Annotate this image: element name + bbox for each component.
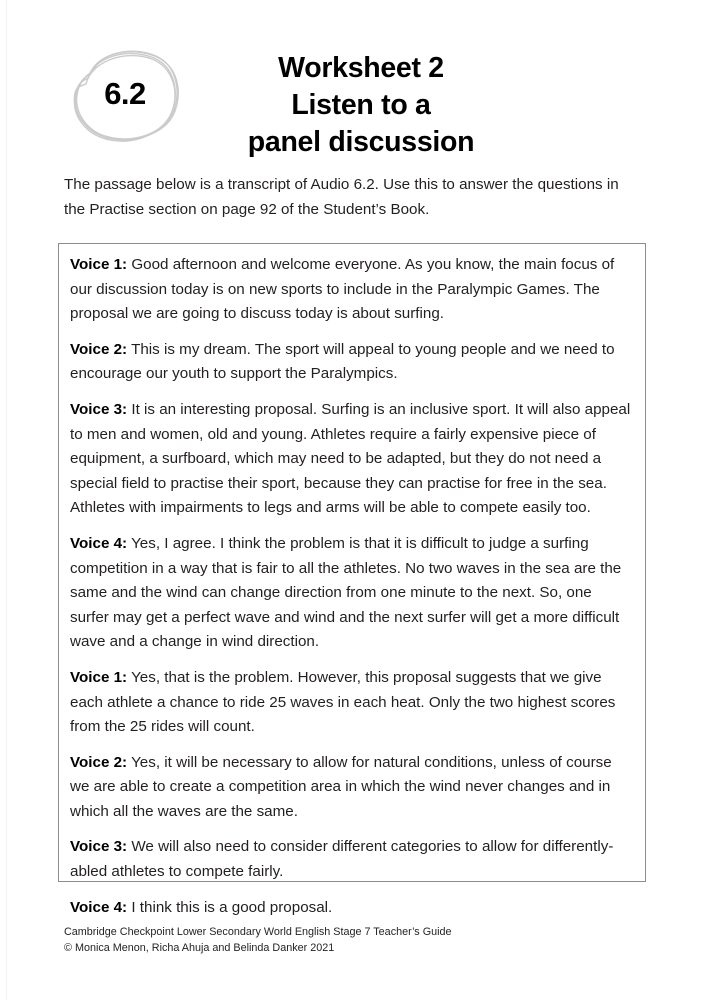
- transcript-entry: [70, 532, 634, 655]
- transcript-entry: [70, 338, 634, 387]
- speech-text: We will also need to consider different categories to allow for differently-abled athletes to compete fairly.: [70, 838, 614, 881]
- unit-number-label: 6.2: [104, 76, 146, 111]
- page-title-line-2: Listen to a: [291, 89, 431, 121]
- page-title-line-3: panel discussion: [247, 126, 475, 158]
- footer-copyright-line: © Monica Menon, Richa Ahuja and Belinda Danker 2021: [64, 941, 335, 954]
- page-title-line-1: Worksheet 2: [278, 52, 444, 84]
- page-footer: [64, 925, 624, 956]
- transcript-box: [58, 243, 646, 916]
- speaker-label: Voice 4:: [70, 898, 128, 916]
- unit-number-badge: [64, 38, 186, 150]
- transcript-entry: [70, 398, 634, 521]
- transcript-entry: [70, 835, 634, 884]
- transcript-entry: [70, 751, 634, 825]
- footer-source-line: Cambridge Checkpoint Lower Secondary World English Stage 7 Teacher’s Guide: [64, 926, 452, 938]
- speech-text: Yes, it will be necessary to allow for natural conditions, unless of course we are able to create a competition area in which the wind never changes and in which all the waves are the same.: [70, 753, 612, 820]
- page-header: [0, 32, 707, 172]
- page-title: [196, 50, 526, 161]
- speech-text: Good afternoon and welcome everyone. As you know, the main focus of our discussion today is on new sports to include in the Paralympic Games. The proposal we are going to discuss today is about surfing.: [70, 256, 615, 323]
- speaker-label: Voice 2:: [70, 340, 128, 358]
- speaker-label: Voice 3:: [70, 838, 128, 856]
- speaker-label: Voice 3:: [70, 400, 128, 418]
- speech-text: Yes, I agree. I think the problem is that it is difficult to judge a surfing competition in a way that is fair to all the athletes. No two waves in the sea are the same and the wind can change direction from one minute to the next. So, one surfer may get a perfect wave and wind and the next surfer will get a more difficult wave and a change in wind direction.: [70, 534, 622, 651]
- speech-text: Yes, that is the problem. However, this proposal suggests that we give each athlete a chance to ride 25 waves in each heat. Only the two highest scores from the 25 rides will count.: [70, 668, 616, 736]
- speech-text: I think this is a good proposal.: [127, 898, 333, 916]
- speech-text: It is an interesting proposal. Surfing is an inclusive sport. It will also appeal to men and women, old and young. Athletes require a fairly expensive piece of equipment, a surfboard, which may need to be adapted, but they do not need a special field to practise their sport, because they can practise for free in the sea. Athletes with impairments to legs and arms will be able to compete easily too.: [70, 400, 631, 517]
- speech-text: This is my dream. The sport will appeal to young people and we need to encourage our youth to support the Paralympics.: [70, 340, 615, 383]
- speaker-label: Voice 1:: [70, 668, 128, 686]
- speaker-label: Voice 4:: [70, 534, 128, 552]
- transcript-entry: [70, 896, 634, 921]
- transcript-entry: [70, 666, 634, 740]
- speaker-label: Voice 2:: [70, 753, 128, 771]
- transcript-entry: [70, 253, 634, 327]
- intro-instructions: The passage below is a transcript of Audio 6.2. Use this to answer the questions in the Practise section on page 92 of the Student’s Book.: [64, 176, 619, 218]
- speaker-label: Voice 1:: [70, 256, 128, 273]
